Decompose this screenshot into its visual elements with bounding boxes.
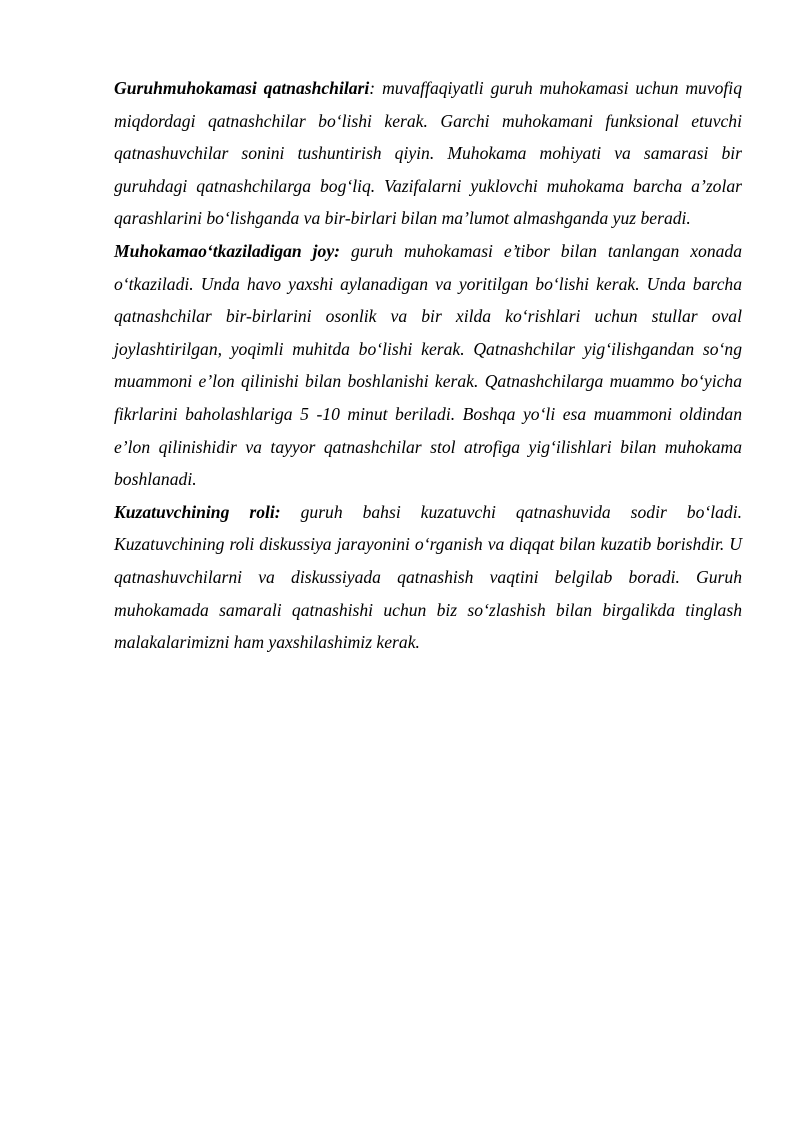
paragraph-heading: Guruhmuhokamasi qatnashchilari [114, 78, 370, 98]
paragraph-observer-role [114, 496, 742, 659]
paragraph-heading: Muhokamao‘tkaziladigan joy: [114, 240, 341, 261]
paragraph-text: muvaffaqiyatli guruh muhokamasi uchun muvofiq miqdordagi qatnashchilar bo‘lishi kerak. Garchi muhokamani funksional etuvchi qatnashuvchilar sonini tushuntirish qiyin. Muhokama mohiyati va samarasi bir guruhdagi qatnashchilarga bog‘liq. Vazifalarni yuklovchi muhokama barcha a’zolar qarashlarini bo‘lishganda va bir-birlari bilan ma’lumot almashganda yuz beradi. [114, 78, 742, 229]
paragraph-heading: Kuzatuvchining roli: [114, 501, 281, 522]
heading-separator [281, 502, 301, 522]
paragraph-text: guruh bahsi kuzatuvchi qatnashuvida sodir bo‘ladi. Kuzatuvchining roli diskussiya jarayonini o‘rganish va diqqat bilan kuzatib borishdir. U qatnashuvchilarni va diskussiyada qatnashish vaqtini belgilab boradi. Guruh muhokamada samarali qatnashishi uchun biz so‘zlashish bilan birgalikda tinglash malakalarimizni ham yaxshilashimiz kerak. [114, 501, 742, 653]
heading-separator: : [369, 78, 383, 98]
heading-separator [340, 241, 351, 261]
paragraph-venue [114, 235, 742, 496]
document-page [114, 72, 742, 659]
paragraph-text: guruh muhokamasi e’tibor bilan tanlangan xonada o‘tkaziladi. Unda havo yaxshi aylanadigan va yoritilgan bo‘lishi kerak. Unda barcha qatnashchilar bir-birlarini osonlik va bir xilda ko‘rishlari uchun stullar oval joylashtirilgan, yoqimli muhitda bo‘lishi kerak. Qatnashchilar yig‘ilishgandan so‘ng muammoni e’lon qilinishi bilan boshlanishi kerak. Qatnashchilarga muammo bo‘yicha fikrlarini baholashlariga 5 -10 minut beriladi. Boshqa yo‘li esa muammoni oldindan e’lon qilinishidir va tayyor qatnashchilar stol atrofiga yig‘ilishlari bilan muhokama boshlanadi. [114, 240, 743, 490]
paragraph-participants [114, 72, 742, 235]
